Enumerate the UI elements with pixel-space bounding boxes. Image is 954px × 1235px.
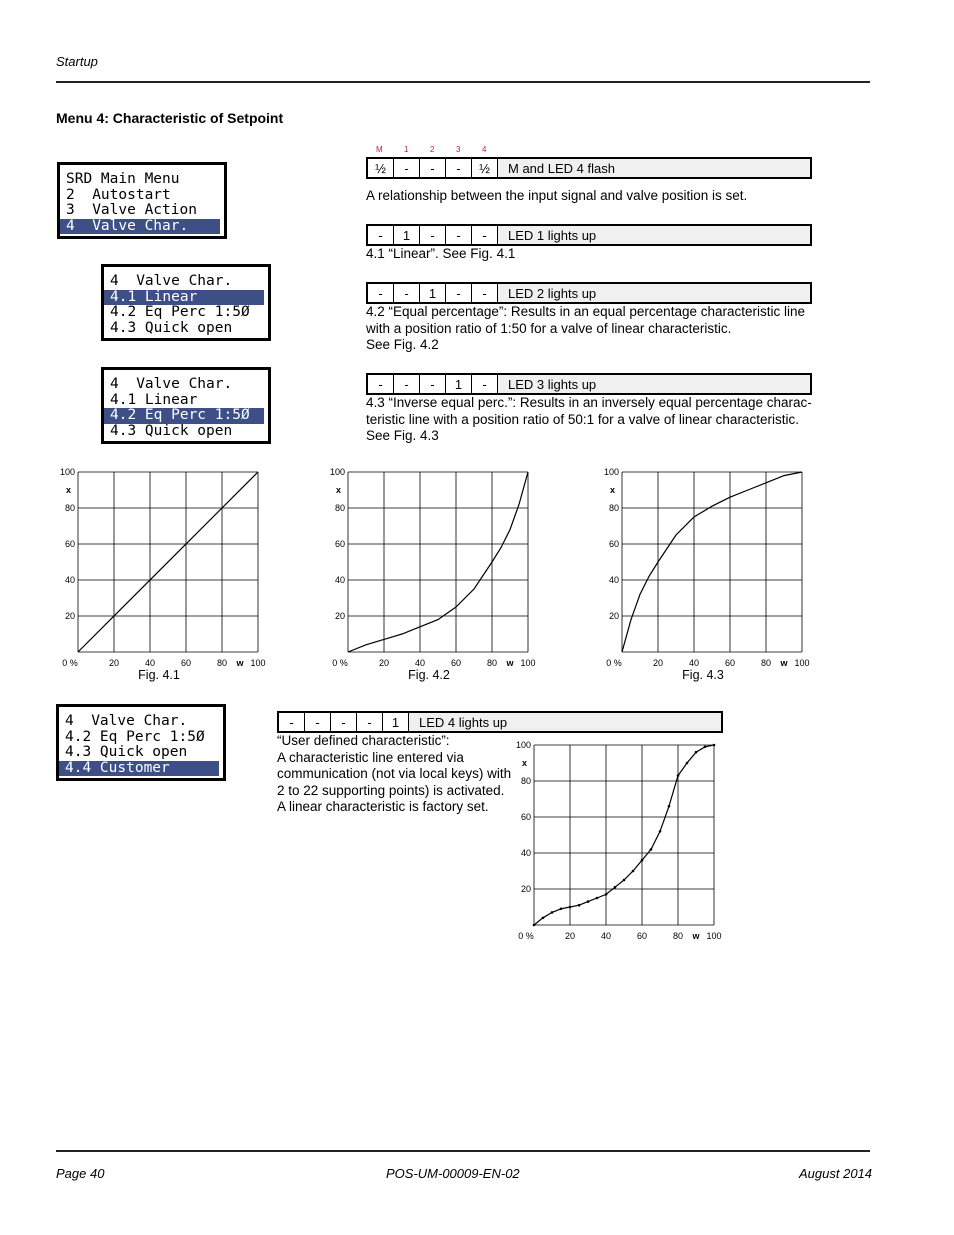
led-cell-3: - (446, 226, 472, 244)
y-tick-label: 100 (515, 740, 531, 750)
x-tick-label: 20 (108, 658, 120, 668)
data-point (551, 911, 554, 914)
led-cell-1: - (305, 713, 331, 731)
led-cell-m: - (368, 375, 394, 393)
footer-date: August 2014 (799, 1166, 873, 1181)
lcd-line-selected: 4.4 Customer (59, 761, 219, 777)
custom-text-line: A characteristic line entered via (277, 749, 464, 765)
inverse-text (366, 395, 826, 445)
data-point (704, 746, 707, 749)
x-axis-label: w (506, 658, 514, 668)
led-cell-3: - (357, 713, 383, 731)
data-point (605, 893, 608, 896)
led-row-custom (277, 711, 723, 733)
section-title: Menu 4: Characteristic of Setpoint (56, 110, 284, 126)
x-axis-label: w (692, 931, 700, 941)
chart-fig-4-2 (326, 466, 546, 688)
data-point (650, 848, 653, 851)
data-point (587, 900, 590, 903)
y-tick-label: 100 (329, 467, 345, 477)
footer-rule (56, 1150, 870, 1152)
custom-text-line: A linear characteristic is factory set. (277, 799, 489, 814)
x-tick-label: 80 (486, 658, 498, 668)
led-cell-4: - (472, 375, 498, 393)
data-point (677, 774, 680, 777)
figure-caption: Fig. 4.1 (138, 668, 180, 682)
eqperc-text-line: with a position ratio of 1:50 for a valve of linear characteristic. (366, 320, 732, 336)
inverse-text-line: See Fig. 4.3 (366, 428, 439, 443)
data-point (542, 917, 545, 920)
data-point (596, 897, 599, 900)
data-point (623, 879, 626, 882)
series-line (78, 472, 258, 652)
lcd-valve-char-eqperc (101, 367, 271, 444)
led-cell-2: - (420, 159, 446, 177)
x-tick-label: 100 (520, 658, 536, 668)
y-tick-label: 100 (59, 467, 75, 477)
lcd-valve-char-linear (101, 264, 271, 341)
led-message: LED 3 lights up (498, 375, 810, 393)
x-tick-label: 0 % (62, 658, 78, 668)
y-tick-label: 20 (608, 611, 619, 621)
data-point (533, 924, 536, 927)
data-point (569, 906, 572, 909)
y-tick-label: 80 (64, 503, 75, 513)
lcd-line: 4.1 Linear (110, 391, 198, 408)
led-label-m: M (376, 145, 383, 154)
led-message: LED 1 lights up (498, 226, 810, 244)
footer-page: Page 40 (56, 1166, 105, 1181)
chart-fig-4-3 (600, 466, 820, 688)
y-axis-label: x (335, 485, 341, 495)
led-cell-1: - (394, 159, 420, 177)
lcd-line: 4 Valve Char. (65, 713, 188, 729)
x-tick-label: 100 (794, 658, 810, 668)
led-message: M and LED 4 flash (498, 159, 810, 177)
y-tick-label: 20 (64, 611, 75, 621)
led-cell-1: - (394, 375, 420, 393)
data-point (659, 830, 662, 833)
data-point (668, 805, 671, 808)
x-tick-label: 60 (636, 931, 648, 941)
lcd-line: 4.2 Eq Perc 1:5Ø (65, 728, 205, 745)
led-label-1: 1 (404, 145, 409, 154)
led-cell-m: - (368, 284, 394, 302)
lcd-line: 4.3 Quick open (110, 422, 233, 439)
x-tick-label: 60 (450, 658, 462, 668)
led-row-eqperc (366, 282, 812, 304)
led-cell-m: - (368, 226, 394, 244)
led-cell-2: 1 (420, 284, 446, 302)
led-cell-2: - (420, 226, 446, 244)
x-tick-label: 20 (378, 658, 390, 668)
header-section: Startup (56, 54, 98, 69)
y-tick-label: 40 (64, 575, 75, 585)
led-cell-m: ½ (368, 159, 394, 177)
x-tick-label: 40 (600, 931, 612, 941)
y-axis-label: x (521, 758, 527, 768)
data-point (713, 744, 716, 747)
y-tick-label: 60 (520, 812, 531, 822)
led-label-3: 3 (456, 145, 461, 154)
series-line (622, 472, 802, 652)
x-tick-label: 40 (688, 658, 700, 668)
series-line (534, 745, 714, 925)
y-tick-label: 100 (603, 467, 619, 477)
x-tick-label: 20 (652, 658, 664, 668)
lcd-line-selected: 4.2 Eq Perc 1:5Ø (104, 408, 264, 424)
led-cell-2: - (420, 375, 446, 393)
lcd-valve-char-custom (56, 704, 226, 781)
x-tick-label: 80 (672, 931, 684, 941)
x-tick-label: 20 (564, 931, 576, 941)
custom-text-line: communication (not via local keys) with (277, 766, 512, 781)
y-tick-label: 60 (334, 539, 345, 549)
lcd-line: 4 Valve Char. (110, 273, 233, 289)
led-cell-1: - (394, 284, 420, 302)
x-tick-label: 40 (144, 658, 156, 668)
led-cell-4: 1 (383, 713, 409, 731)
lcd-line: 4.2 Eq Perc 1:5Ø (110, 304, 250, 320)
footer-doc-id: POS-UM-00009-EN-02 (386, 1166, 520, 1181)
lcd-line: 4.3 Quick open (65, 744, 188, 760)
y-tick-label: 60 (608, 539, 619, 549)
x-tick-label: 80 (760, 658, 772, 668)
data-point (686, 762, 689, 765)
data-point (578, 904, 581, 907)
custom-text (277, 733, 517, 816)
eqperc-text-line: See Fig. 4.2 (366, 337, 439, 352)
led-message: LED 4 lights up (409, 713, 721, 731)
led-message: LED 2 lights up (498, 284, 810, 302)
eqperc-text-line: 4.2 “Equal percentage”: Results in an equal percentage characteristic line (366, 304, 806, 319)
y-axis-label: x (609, 485, 615, 495)
led-row-inverse (366, 373, 812, 395)
x-tick-label: 40 (414, 658, 426, 668)
custom-text-line: 2 to 22 supporting points) is activated. (277, 782, 505, 798)
x-tick-label: 60 (180, 658, 192, 668)
header-rule (56, 81, 870, 83)
led-cell-4: ½ (472, 159, 498, 177)
led-cell-1: 1 (394, 226, 420, 244)
led-cell-4: - (472, 284, 498, 302)
led-cell-3: - (446, 284, 472, 302)
lcd-line-selected: 4 Valve Char. (60, 219, 220, 235)
y-axis-label: x (65, 485, 71, 495)
series-line (348, 472, 528, 652)
y-tick-label: 80 (608, 503, 619, 513)
led-label-2: 2 (430, 145, 435, 154)
lcd-line-selected: 4.1 Linear (104, 290, 264, 306)
y-tick-label: 40 (608, 575, 619, 585)
x-tick-label: 0 % (606, 658, 622, 668)
eqperc-text (366, 304, 816, 354)
x-axis-label: w (780, 658, 788, 668)
data-point (632, 870, 635, 873)
y-tick-label: 80 (520, 776, 531, 786)
chart-custom (508, 738, 728, 948)
data-point (641, 859, 644, 862)
x-tick-label: 0 % (332, 658, 348, 668)
led-cell-4: - (472, 226, 498, 244)
led-row-linear (366, 224, 812, 246)
chart-fig-4-1 (56, 466, 276, 688)
y-tick-label: 80 (334, 503, 345, 513)
led-row-flash (366, 157, 812, 179)
data-point (614, 886, 617, 889)
led-cell-2: - (331, 713, 357, 731)
led-cell-3: 1 (446, 375, 472, 393)
inverse-text-line: 4.3 “Inverse equal perc.”: Results in an inversely equal percentage charac- (366, 395, 812, 410)
lcd-line: 2 Autostart (66, 186, 171, 203)
x-tick-label: 0 % (518, 931, 534, 941)
figure-caption: Fig. 4.3 (682, 668, 724, 682)
lcd-main-menu (57, 162, 227, 239)
data-point (695, 751, 698, 754)
lcd-line: SRD Main Menu (66, 171, 180, 187)
lcd-line: 4.3 Quick open (110, 319, 233, 336)
intro-text: A relationship between the input signal and valve position is set. (366, 188, 748, 203)
y-tick-label: 40 (520, 848, 531, 858)
data-point (560, 908, 563, 911)
lcd-line: 3 Valve Action (66, 202, 197, 218)
y-tick-label: 60 (64, 539, 75, 549)
inverse-text-line: teristic line with a position ratio of 50:1 for a valve of linear characteristic. (366, 411, 799, 427)
lcd-line: 4 Valve Char. (110, 376, 233, 392)
y-tick-label: 40 (334, 575, 345, 585)
x-tick-label: 80 (216, 658, 228, 668)
figure-caption: Fig. 4.2 (408, 668, 450, 682)
x-axis-label: w (236, 658, 244, 668)
led-cell-3: - (446, 159, 472, 177)
y-tick-label: 20 (334, 611, 345, 621)
y-tick-label: 20 (520, 884, 531, 894)
custom-text-line: “User defined characteristic”: (277, 733, 450, 748)
led-cell-m: - (279, 713, 305, 731)
x-tick-label: 60 (724, 658, 736, 668)
x-tick-label: 100 (250, 658, 266, 668)
linear-text: 4.1 “Linear”. See Fig. 4.1 (366, 246, 516, 261)
x-tick-label: 100 (706, 931, 722, 941)
led-label-4: 4 (482, 145, 487, 154)
